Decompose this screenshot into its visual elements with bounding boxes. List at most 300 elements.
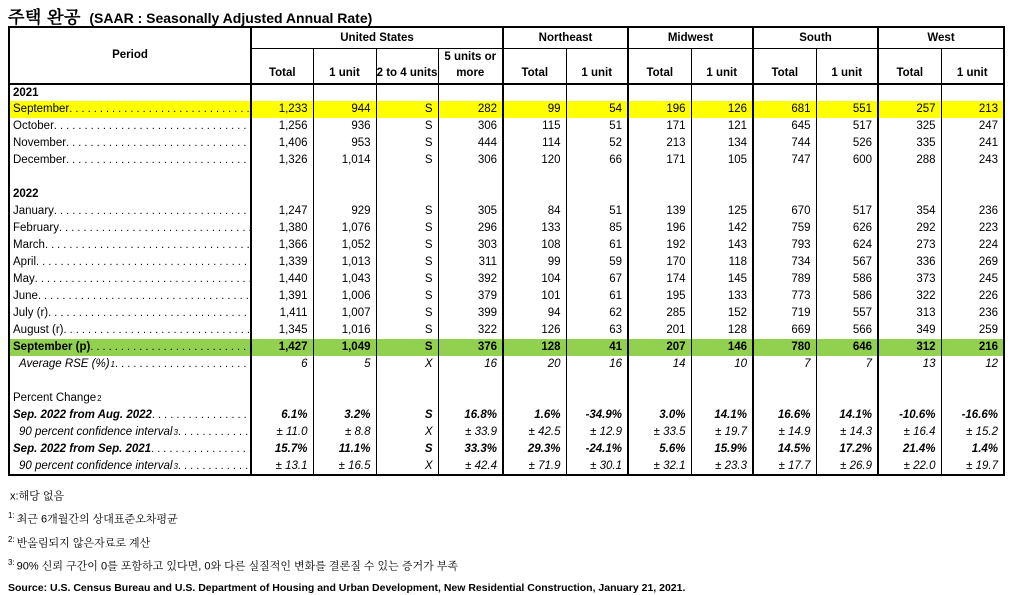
value-cell: 379 — [438, 288, 503, 305]
value-cell: 245 — [941, 271, 1004, 288]
value-cell: 115 — [503, 118, 566, 135]
value-cell: ± 16.5 — [313, 458, 376, 475]
period-cell — [9, 339, 251, 356]
value-cell: ± 15.2 — [941, 424, 1004, 441]
value-cell — [251, 390, 313, 407]
value-cell: ± 13.1 — [251, 458, 313, 475]
dot-leader — [54, 118, 250, 134]
value-cell — [313, 84, 376, 101]
value-cell — [251, 373, 313, 390]
value-cell: 15.7% — [251, 441, 313, 458]
group-header-united-states: United States — [251, 27, 503, 48]
value-cell: ± 17.7 — [753, 458, 816, 475]
dot-leader — [64, 322, 251, 338]
dot-leader — [35, 271, 250, 287]
period-cell — [9, 152, 251, 169]
value-cell: 1,366 — [251, 237, 313, 254]
row-ci-yoy — [9, 458, 1004, 475]
value-cell: 33.3% — [438, 441, 503, 458]
value-cell: 1,391 — [251, 288, 313, 305]
value-cell: 273 — [878, 237, 941, 254]
period-label: November — [13, 137, 67, 149]
dot-leader — [48, 305, 250, 321]
dot-leader — [66, 152, 250, 168]
col-header-mw-1unit: 1 unit — [691, 48, 753, 84]
value-cell: 586 — [816, 288, 878, 305]
value-cell — [816, 373, 878, 390]
period-cell — [9, 169, 251, 186]
row-spacer-1 — [9, 169, 1004, 186]
value-cell: 929 — [313, 203, 376, 220]
value-cell: 17.2% — [816, 441, 878, 458]
footnote-text: 최근 6개월간의 상대표준오차평균 — [16, 513, 178, 526]
value-cell: 139 — [628, 203, 691, 220]
period-cell — [9, 203, 251, 220]
value-cell: ± 71.9 — [503, 458, 566, 475]
value-cell: 517 — [816, 118, 878, 135]
period-cell — [9, 254, 251, 271]
value-cell: 247 — [941, 118, 1004, 135]
dot-leader — [90, 339, 250, 355]
value-cell: 257 — [878, 101, 941, 118]
value-cell: 152 — [691, 305, 753, 322]
value-cell: S — [376, 101, 438, 118]
value-cell: 14 — [628, 356, 691, 373]
value-cell: ± 26.9 — [816, 458, 878, 475]
value-cell: ± 22.0 — [878, 458, 941, 475]
value-cell: 196 — [628, 101, 691, 118]
value-cell — [376, 390, 438, 407]
value-cell: 1,339 — [251, 254, 313, 271]
dot-leader — [152, 407, 250, 423]
period-label: August (r) — [13, 324, 64, 336]
value-cell: 1,380 — [251, 220, 313, 237]
value-cell: S — [376, 288, 438, 305]
value-cell — [566, 186, 628, 203]
value-cell: 134 — [691, 135, 753, 152]
footnote-1 — [8, 508, 1023, 528]
value-cell: 1,440 — [251, 271, 313, 288]
dot-leader — [38, 288, 250, 304]
value-cell: 3.0% — [628, 407, 691, 424]
value-cell: S — [376, 271, 438, 288]
value-cell: 5.6% — [628, 441, 691, 458]
value-cell — [566, 169, 628, 186]
value-cell: -10.6% — [878, 407, 941, 424]
value-cell: 12 — [941, 356, 1004, 373]
title-english: (SAAR : Seasonally Adjusted Annual Rate) — [89, 10, 373, 26]
value-cell: 14.1% — [816, 407, 878, 424]
value-cell: 213 — [941, 101, 1004, 118]
row-october-2021 — [9, 118, 1004, 135]
value-cell — [566, 390, 628, 407]
value-cell: S — [376, 254, 438, 271]
value-cell: S — [376, 152, 438, 169]
value-cell — [251, 169, 313, 186]
value-cell: 126 — [503, 322, 566, 339]
value-cell: 51 — [566, 118, 628, 135]
value-cell: 6.1% — [251, 407, 313, 424]
value-cell: 645 — [753, 118, 816, 135]
value-cell: 62 — [566, 305, 628, 322]
value-cell: 224 — [941, 237, 1004, 254]
value-cell: 1,013 — [313, 254, 376, 271]
value-cell — [438, 169, 503, 186]
value-cell: 336 — [878, 254, 941, 271]
row-pct-sep22-from-aug22 — [9, 407, 1004, 424]
value-cell: 54 — [566, 101, 628, 118]
value-cell: 953 — [313, 135, 376, 152]
value-cell: 793 — [753, 237, 816, 254]
value-cell — [566, 84, 628, 101]
dot-leader — [115, 356, 250, 372]
title-korean: 주택 완공 — [8, 8, 81, 27]
value-cell — [941, 84, 1004, 101]
value-cell: 171 — [628, 118, 691, 135]
value-cell: S — [376, 118, 438, 135]
value-cell: 1,406 — [251, 135, 313, 152]
value-cell: 7 — [816, 356, 878, 373]
period-cell: Average RSE (%) 1 . . . — [9, 356, 251, 373]
value-cell: 7 — [753, 356, 816, 373]
value-cell: ± 12.9 — [566, 424, 628, 441]
period-cell — [9, 407, 251, 424]
value-cell: 66 — [566, 152, 628, 169]
value-cell: 789 — [753, 271, 816, 288]
row-april-2022 — [9, 254, 1004, 271]
value-cell: 1,427 — [251, 339, 313, 356]
value-cell: 1.6% — [503, 407, 566, 424]
value-cell — [503, 84, 566, 101]
value-cell: 14.5% — [753, 441, 816, 458]
value-cell — [878, 186, 941, 203]
page-title — [8, 3, 1023, 27]
value-cell: 236 — [941, 203, 1004, 220]
value-cell: 121 — [691, 118, 753, 135]
value-cell: 3.2% — [313, 407, 376, 424]
value-cell — [438, 84, 503, 101]
period-cell — [9, 441, 251, 458]
value-cell: ± 42.5 — [503, 424, 566, 441]
value-cell — [878, 169, 941, 186]
value-cell — [503, 169, 566, 186]
value-cell — [376, 373, 438, 390]
value-cell: 325 — [878, 118, 941, 135]
value-cell: 335 — [878, 135, 941, 152]
value-cell: 223 — [941, 220, 1004, 237]
period-label: 90 percent confidence interval — [19, 459, 173, 472]
period-cell — [9, 271, 251, 288]
value-cell: 196 — [628, 220, 691, 237]
value-cell: ± 32.1 — [628, 458, 691, 475]
value-cell — [313, 169, 376, 186]
value-cell: 373 — [878, 271, 941, 288]
group-header-west: West — [878, 27, 1004, 48]
footnote-x — [8, 485, 1023, 505]
housing-completions-table — [8, 26, 1005, 476]
value-cell: 236 — [941, 305, 1004, 322]
value-cell: 126 — [691, 101, 753, 118]
footnotes — [8, 485, 1023, 595]
value-cell: 94 — [503, 305, 566, 322]
value-cell: 29.3% — [503, 441, 566, 458]
value-cell: 1,049 — [313, 339, 376, 356]
value-cell — [816, 84, 878, 101]
period-label: December — [13, 154, 67, 166]
value-cell: 241 — [941, 135, 1004, 152]
value-cell — [503, 373, 566, 390]
value-cell: 936 — [313, 118, 376, 135]
dot-leader — [69, 101, 250, 117]
value-cell: S — [376, 305, 438, 322]
value-cell: 41 — [566, 339, 628, 356]
value-cell: 306 — [438, 118, 503, 135]
row-may-2022 — [9, 271, 1004, 288]
value-cell: ± 16.4 — [878, 424, 941, 441]
value-cell — [313, 390, 376, 407]
value-cell: 21.4% — [878, 441, 941, 458]
value-cell — [376, 84, 438, 101]
period-label: June — [13, 290, 38, 302]
value-cell: 174 — [628, 271, 691, 288]
col-header-w-total: Total — [878, 48, 941, 84]
value-cell — [691, 169, 753, 186]
value-cell — [753, 186, 816, 203]
value-cell: 734 — [753, 254, 816, 271]
value-cell: 20 — [503, 356, 566, 373]
period-cell — [9, 186, 251, 203]
dot-leader — [59, 220, 250, 236]
col-header-s-total: Total — [753, 48, 816, 84]
value-cell: 944 — [313, 101, 376, 118]
period-label: September (p) — [13, 341, 91, 353]
value-cell: 296 — [438, 220, 503, 237]
value-cell: 567 — [816, 254, 878, 271]
value-cell: 311 — [438, 254, 503, 271]
row-september-2021 — [9, 101, 1004, 118]
value-cell: 322 — [878, 288, 941, 305]
dot-leader — [151, 441, 250, 457]
value-cell: 84 — [503, 203, 566, 220]
value-cell: 1,007 — [313, 305, 376, 322]
row-percent-change-header — [9, 390, 1004, 407]
row-november-2021 — [9, 135, 1004, 152]
row-pct-sep22-from-sep21 — [9, 441, 1004, 458]
value-cell: 120 — [503, 152, 566, 169]
value-cell: S — [376, 407, 438, 424]
value-cell: 306 — [438, 152, 503, 169]
value-cell: 213 — [628, 135, 691, 152]
value-cell: 99 — [503, 254, 566, 271]
group-header-northeast: Northeast — [503, 27, 628, 48]
value-cell: 1,016 — [313, 322, 376, 339]
footnote-sup: 2: — [8, 534, 15, 544]
value-cell: 142 — [691, 220, 753, 237]
period-cell — [9, 373, 251, 390]
value-cell — [753, 390, 816, 407]
value-cell: S — [376, 135, 438, 152]
dot-leader — [36, 254, 250, 270]
value-cell: X — [376, 458, 438, 475]
group-header-midwest: Midwest — [628, 27, 753, 48]
value-cell: 125 — [691, 203, 753, 220]
value-cell: 354 — [878, 203, 941, 220]
value-cell: 207 — [628, 339, 691, 356]
value-cell: 6 — [251, 356, 313, 373]
period-cell — [9, 101, 251, 118]
period-label: 2022 — [13, 188, 39, 200]
row-june-2022 — [9, 288, 1004, 305]
value-cell: 399 — [438, 305, 503, 322]
period-cell: Percent Change 2 — [13, 392, 102, 404]
value-cell — [941, 186, 1004, 203]
row-march-2022 — [9, 237, 1004, 254]
value-cell: 557 — [816, 305, 878, 322]
dot-leader — [54, 203, 250, 219]
period-cell — [9, 220, 251, 237]
period-cell — [9, 288, 251, 305]
value-cell: 16 — [438, 356, 503, 373]
value-cell — [878, 373, 941, 390]
value-cell: S — [376, 441, 438, 458]
col-header-us-total: Total — [251, 48, 313, 84]
value-cell — [753, 169, 816, 186]
value-cell: 128 — [503, 339, 566, 356]
value-cell: 566 — [816, 322, 878, 339]
value-cell: 1,411 — [251, 305, 313, 322]
col-header-us-2to4: 2 to 4 units — [376, 48, 438, 84]
value-cell: 312 — [878, 339, 941, 356]
value-cell: 288 — [878, 152, 941, 169]
period-cell — [9, 118, 251, 135]
value-cell — [251, 186, 313, 203]
value-cell: 586 — [816, 271, 878, 288]
value-cell: 1,345 — [251, 322, 313, 339]
value-cell — [941, 169, 1004, 186]
value-cell: 681 — [753, 101, 816, 118]
value-cell — [628, 169, 691, 186]
period-label: September — [13, 103, 70, 115]
period-label: Percent Change — [13, 392, 97, 404]
value-cell: 1,233 — [251, 101, 313, 118]
value-cell: 600 — [816, 152, 878, 169]
row-august-2022 — [9, 322, 1004, 339]
value-cell: 171 — [628, 152, 691, 169]
value-cell: 313 — [878, 305, 941, 322]
value-cell: 282 — [438, 101, 503, 118]
value-cell — [313, 186, 376, 203]
value-cell: 1,247 — [251, 203, 313, 220]
value-cell — [816, 186, 878, 203]
value-cell: ± 19.7 — [941, 458, 1004, 475]
value-cell: S — [376, 203, 438, 220]
value-cell: 1,014 — [313, 152, 376, 169]
value-cell: 5 — [313, 356, 376, 373]
period-cell — [9, 135, 251, 152]
row-january-2022 — [9, 203, 1004, 220]
value-cell: 16.6% — [753, 407, 816, 424]
value-cell — [941, 390, 1004, 407]
period-label: Average RSE (%) — [19, 358, 110, 370]
footnote-text: x:해당 없음 — [10, 490, 65, 503]
value-cell: 376 — [438, 339, 503, 356]
row-ci-mom — [9, 424, 1004, 441]
value-cell: S — [376, 322, 438, 339]
value-cell — [313, 373, 376, 390]
value-cell: 646 — [816, 339, 878, 356]
value-cell: S — [376, 220, 438, 237]
value-cell: 624 — [816, 237, 878, 254]
period-label: April — [13, 256, 37, 268]
value-cell: 133 — [503, 220, 566, 237]
value-cell: 626 — [816, 220, 878, 237]
col-header-us-5plus: 5 units or more — [438, 48, 503, 84]
value-cell: 517 — [816, 203, 878, 220]
row-february-2022 — [9, 220, 1004, 237]
value-cell: 52 — [566, 135, 628, 152]
value-cell: S — [376, 339, 438, 356]
value-cell: 292 — [878, 220, 941, 237]
dot-leader — [178, 424, 250, 440]
value-cell: 759 — [753, 220, 816, 237]
value-cell: 128 — [691, 322, 753, 339]
value-cell: 101 — [503, 288, 566, 305]
value-cell: 61 — [566, 288, 628, 305]
value-cell: 195 — [628, 288, 691, 305]
value-cell: ± 30.1 — [566, 458, 628, 475]
column-header-period: Period — [9, 27, 251, 84]
value-cell: 1,256 — [251, 118, 313, 135]
value-cell: 259 — [941, 322, 1004, 339]
value-cell: ± 23.3 — [691, 458, 753, 475]
value-cell: 719 — [753, 305, 816, 322]
period-label: October — [13, 120, 54, 132]
period-label: 90 percent confidence interval — [19, 426, 173, 438]
value-cell — [566, 373, 628, 390]
value-cell — [816, 390, 878, 407]
value-cell: 216 — [941, 339, 1004, 356]
period-label: March — [13, 239, 45, 251]
value-cell — [941, 373, 1004, 390]
footnote-sup: 1: — [8, 511, 15, 521]
value-cell: 526 — [816, 135, 878, 152]
period-label: Sep. 2022 from Aug. 2022 — [13, 409, 152, 421]
value-cell: 444 — [438, 135, 503, 152]
col-header-ne-1unit: 1 unit — [566, 48, 628, 84]
value-cell: 51 — [566, 203, 628, 220]
value-cell: -24.1% — [566, 441, 628, 458]
value-cell: 108 — [503, 237, 566, 254]
col-header-mw-total: Total — [628, 48, 691, 84]
period-cell: 90 percent confidence interval 3 . . . — [9, 458, 251, 475]
value-cell — [251, 84, 313, 101]
period-label: 2021 — [13, 86, 39, 99]
row-average-rse — [9, 356, 1004, 373]
dot-leader — [178, 458, 250, 474]
value-cell: 118 — [691, 254, 753, 271]
value-cell: 170 — [628, 254, 691, 271]
period-cell: 90 percent confidence interval 3 . . . — [9, 424, 251, 441]
value-cell: 61 — [566, 237, 628, 254]
value-cell: 349 — [878, 322, 941, 339]
row-september-2022 — [9, 339, 1004, 356]
row-spacer-2 — [9, 373, 1004, 390]
value-cell: 670 — [753, 203, 816, 220]
value-cell — [691, 373, 753, 390]
value-cell: 1,006 — [313, 288, 376, 305]
value-cell: S — [376, 237, 438, 254]
value-cell: ± 19.7 — [691, 424, 753, 441]
